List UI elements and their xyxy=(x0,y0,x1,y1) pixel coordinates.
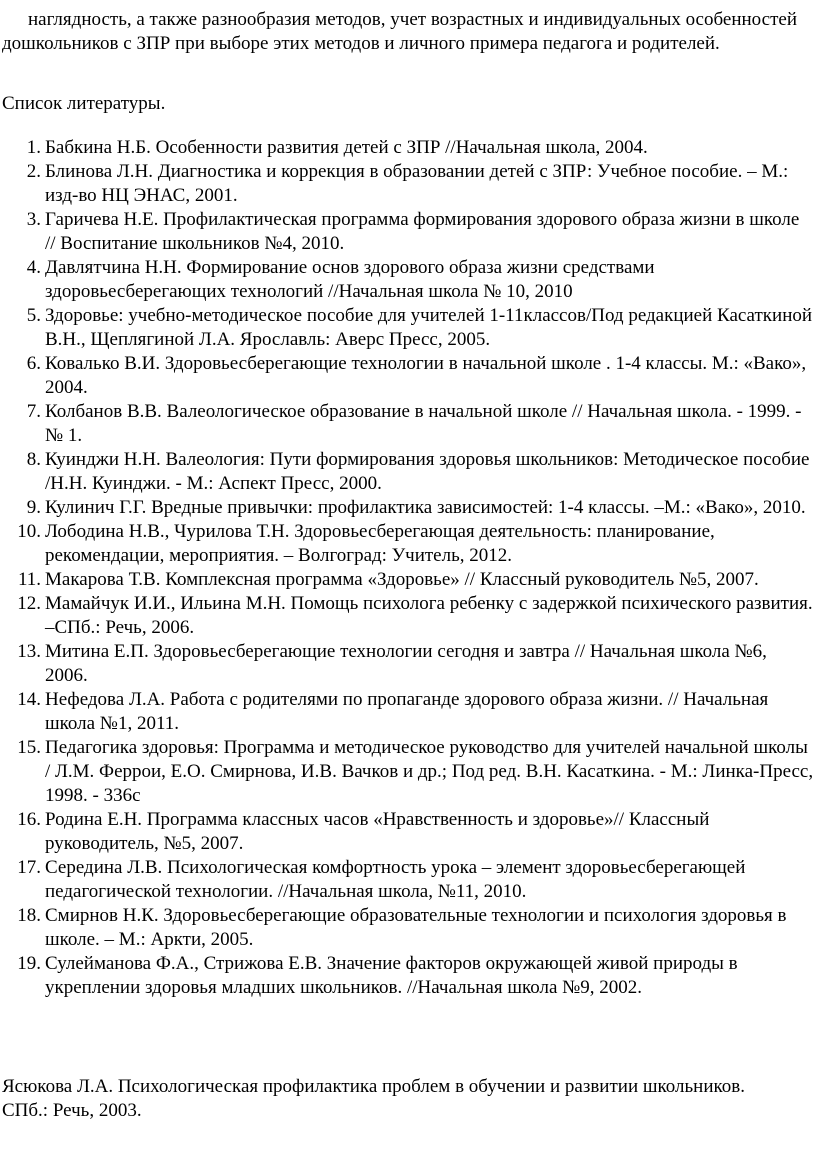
reference-text: Гаричева Н.Е. Профилактическая программа формирования здорового образа жизни в школе // Воспитание школьников №4, 2010. xyxy=(45,209,800,254)
reference-item xyxy=(0,640,816,688)
reference-number: 8. xyxy=(26,449,41,470)
reference-number: 15. xyxy=(17,737,41,758)
reference-text: Кулинич Г.Г. Вредные привычки: профилактика зависимостей: 1-4 классы. –М.: «Вако», 2010. xyxy=(45,497,806,518)
reference-text: Здоровье: учебно-методическое пособие для учителей 1-11классов/Под редакцией Касаткиной В.Н., Щеплягиной Л.А. Ярославль: Аверс Пресс, 2005. xyxy=(45,305,813,350)
reference-item xyxy=(0,136,816,160)
reference-item xyxy=(0,736,816,808)
reference-text: Ковалько В.И. Здоровьесберегающие технологии в начальной школе . 1-4 классы. М.: «Вако», 2004. xyxy=(45,353,807,398)
reference-item xyxy=(0,904,816,952)
reference-number: 19. xyxy=(17,953,41,974)
reference-number: 11. xyxy=(17,569,41,590)
reference-item xyxy=(0,304,816,352)
reference-text: Митина Е.П. Здоровьесберегающие технологии сегодня и завтра // Начальная школа №6, 2006. xyxy=(45,641,767,686)
reference-text: Куинджи Н.Н. Валеология: Пути формирования здоровья школьников: Методическое пособие /Н.Н. Куинджи. - М.: Аспект Пресс, 2000. xyxy=(45,449,810,494)
reference-item xyxy=(0,688,816,736)
reference-item xyxy=(0,448,816,496)
reference-text: Давлятчина Н.Н. Формирование основ здорового образа жизни средствами здоровьесберегающих технологий //Начальная школа № 10, 2010 xyxy=(45,257,655,302)
reference-number: 2. xyxy=(26,161,41,182)
reference-item xyxy=(0,160,816,208)
reference-text: Колбанов В.В. Валеологическое образование в начальной школе // Начальная школа. - 1999. - № 1. xyxy=(45,401,802,446)
reference-number: 1. xyxy=(26,137,41,158)
reference-item xyxy=(0,256,816,304)
reference-number: 6. xyxy=(26,353,41,374)
reference-item xyxy=(0,592,816,640)
reference-item xyxy=(0,520,816,568)
reference-item xyxy=(0,496,816,520)
reference-text: Середина Л.В. Психологическая комфортность урока – элемент здоровьесберегающей педагогической технологии. //Начальная школа, №11, 2010. xyxy=(45,857,746,902)
reference-number: 14. xyxy=(17,689,41,710)
reference-number: 16. xyxy=(17,809,41,830)
reference-text: Родина Е.Н. Программа классных часов «Нравственность и здоровье»// Классный руководитель, №5, 2007. xyxy=(45,809,710,854)
reference-number: 5. xyxy=(26,305,41,326)
reference-number: 4. xyxy=(26,257,41,278)
reference-item xyxy=(0,952,816,1000)
reference-text: Смирнов Н.К. Здоровьесберегающие образовательные технологии и психология здоровья в школе. – М.: Аркти, 2005. xyxy=(45,905,787,950)
reference-text: Мамайчук И.И., Ильина М.Н. Помощь психолога ребенку с задержкой психического развития. –СПб.: Речь, 2006. xyxy=(45,593,813,638)
reference-number: 7. xyxy=(26,401,41,422)
reference-list xyxy=(0,136,816,1000)
reference-number: 17. xyxy=(17,857,41,878)
reference-item xyxy=(0,400,816,448)
reference-item xyxy=(0,352,816,400)
intro-paragraph: наглядность, а также разнообразия методов, учет возрастных и индивидуальных особенностей дошкольников с ЗПР при выборе этих методов и личного примера педагога и родителей. xyxy=(2,9,797,54)
reference-item xyxy=(0,856,816,904)
reference-text: Бабкина Н.Б. Особенности развития детей с ЗПР //Начальная школа, 2004. xyxy=(45,137,648,158)
reference-item xyxy=(0,568,816,592)
reference-number: 12. xyxy=(17,593,41,614)
reference-number: 3. xyxy=(26,209,41,230)
reference-text: Лободина Н.В., Чурилова Т.Н. Здоровьесберегающая деятельность: планирование, рекомендации, мероприятия. – Волгоград: Учитель, 2012. xyxy=(45,521,715,566)
reference-text: Нефедова Л.А. Работа с родителями по пропаганде здорового образа жизни. // Начальная школа №1, 2011. xyxy=(45,689,769,734)
reference-text: Макарова Т.В. Комплексная программа «Здоровье» // Классный руководитель №5, 2007. xyxy=(45,569,759,590)
reference-number: 13. xyxy=(17,641,41,662)
extra-reference-paragraph: Ясюкова Л.А. Психологическая профилактика проблем в обучении и развитии школьников. СПб.: Речь, 2003. xyxy=(2,1076,745,1121)
reference-number: 10. xyxy=(17,521,41,542)
reference-item xyxy=(0,208,816,256)
reference-number: 18. xyxy=(17,905,41,926)
reference-number: 9. xyxy=(26,497,41,518)
reference-text: Сулейманова Ф.А., Стрижова Е.В. Значение факторов окружающей живой природы в укреплении здоровья младших школьников. //Начальная школа №9, 2002. xyxy=(45,953,738,998)
reference-item xyxy=(0,808,816,856)
bibliography-heading: Список литературы. xyxy=(2,93,166,114)
reference-text: Педагогика здоровья: Программа и методическое руководство для учителей начальной школы / Л.М. Феррои, Е.О. Смирнова, И.В. Вачков и др.; Под ред. В.Н. Касаткина. - М.: Линка-Пресс, 1998. - 336с xyxy=(45,737,814,806)
reference-text: Блинова Л.Н. Диагностика и коррекция в образовании детей с ЗПР: Учебное пособие. – М.: изд-во НЦ ЭНАС, 2001. xyxy=(45,161,789,206)
